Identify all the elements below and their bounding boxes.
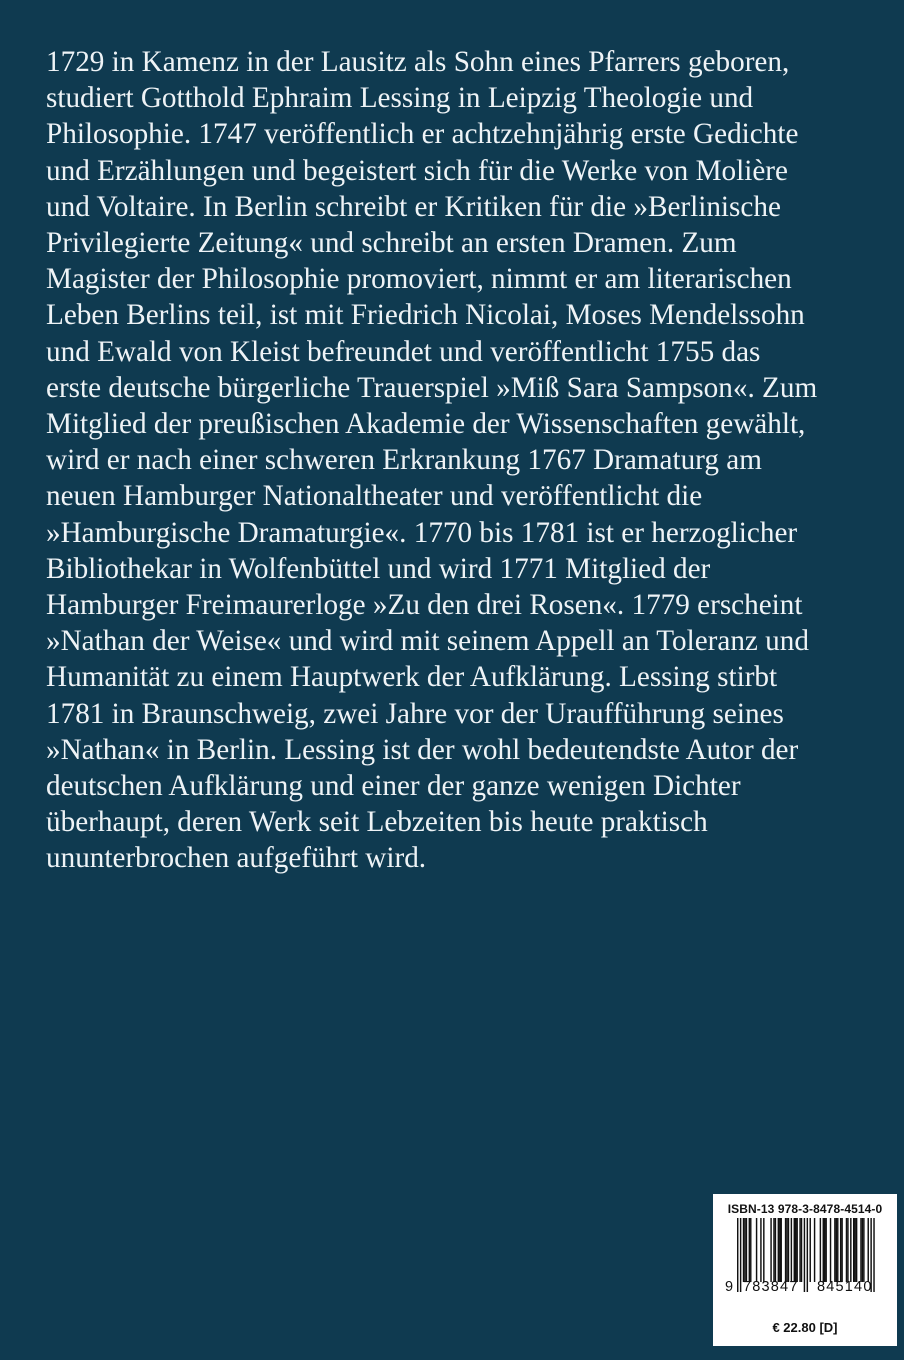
barcode-bar xyxy=(856,1218,857,1282)
isbn-barcode-panel xyxy=(713,1194,897,1346)
price-label: € 22.80 [D] xyxy=(772,1320,838,1335)
barcode-bar xyxy=(807,1218,808,1292)
bio-line: und Ewald von Kleist befreundet und veröffentlicht 1755 das xyxy=(46,335,761,368)
isbn-label: ISBN-13 978-3-8478-4514-0 xyxy=(727,1202,883,1216)
barcode-bar xyxy=(810,1218,811,1282)
barcode-digit-first: 9 xyxy=(725,1279,735,1295)
barcode-bar xyxy=(763,1218,764,1282)
barcode-bar xyxy=(773,1218,774,1282)
barcode-bar xyxy=(791,1218,792,1282)
barcode-bar xyxy=(760,1218,761,1282)
barcode-bar xyxy=(744,1218,745,1282)
barcode-bar xyxy=(860,1218,861,1282)
barcode-digits-left: 783847 xyxy=(743,1279,799,1295)
bio-line: Bibliothekar in Wolfenbüttel und wird 1771 Mitglied der xyxy=(46,552,711,585)
barcode-bar xyxy=(853,1218,854,1282)
bio-line: Humanität zu einem Hauptwerk der Aufklärung. Lessing stirbt xyxy=(46,661,778,694)
bio-line: wird er nach einer schweren Erkrankung 1767 Dramaturg am xyxy=(46,444,762,477)
barcode-bar xyxy=(801,1218,802,1282)
barcode-bar xyxy=(862,1218,863,1282)
bio-line: »Hamburgische Dramaturgie«. 1770 bis 1781 ist er herzoglicher xyxy=(46,516,798,549)
bio-line: ununterbrochen aufgeführt wird. xyxy=(46,842,427,875)
bio-line: Mitglied der preußischen Akademie der Wissenschaften gewählt, xyxy=(46,408,806,441)
barcode-bar xyxy=(750,1218,751,1282)
barcode-digits-right: 845140 xyxy=(817,1279,873,1295)
barcode-bar xyxy=(825,1218,826,1282)
bio-line: »Nathan« in Berlin. Lessing ist der wohl bedeutendste Autor der xyxy=(46,733,799,766)
barcode-bar xyxy=(779,1218,780,1282)
bio-line: überhaupt, deren Werk seit Lebzeiten bis heute praktisch xyxy=(46,806,708,839)
barcode-bar xyxy=(795,1218,796,1282)
barcode-bar xyxy=(846,1218,847,1282)
barcode-bar xyxy=(847,1218,848,1282)
bio-line: erste deutsche bürgerliche Trauerspiel »Miß Sara Sampson«. Zum xyxy=(46,371,818,404)
barcode-bar xyxy=(756,1218,757,1282)
barcode-bar xyxy=(788,1218,789,1282)
bio-line: und Erzählungen und begeistert sich für die Werke von Molière xyxy=(46,154,788,187)
barcode-bar xyxy=(796,1218,797,1282)
barcode-bar xyxy=(785,1218,786,1282)
barcode-bar xyxy=(749,1218,750,1282)
barcode-bar xyxy=(794,1218,795,1282)
barcode-bar xyxy=(737,1218,738,1292)
barcode-bar xyxy=(836,1218,837,1282)
author-biography xyxy=(46,44,876,877)
bio-line: 1729 in Kamenz in der Lausitz als Sohn eines Pfarrers geboren, xyxy=(46,46,790,78)
bio-line: Magister der Philosophie promoviert, nimmt er am literarischen xyxy=(46,263,792,296)
barcode-bar xyxy=(868,1218,869,1282)
barcode-bar xyxy=(841,1218,842,1282)
bio-line: deutschen Aufklärung und einer der ganze wenigen Dichter xyxy=(46,770,741,803)
barcode-bar xyxy=(799,1218,800,1282)
barcode-bar xyxy=(824,1218,825,1282)
bio-line: Privilegierte Zeitung« und schreibt an ersten Dramen. Zum xyxy=(46,227,737,260)
bio-line: Philosophie. 1747 veröffentlich er achtzehnjährig erste Gedichte xyxy=(46,118,799,151)
barcode-bar xyxy=(740,1218,741,1292)
barcode-bar xyxy=(837,1218,838,1282)
barcode-bar xyxy=(746,1218,747,1282)
bio-line: »Nathan der Weise« und wird mit seinem Appell an Toleranz und xyxy=(46,625,809,658)
barcode-bar xyxy=(775,1218,776,1282)
barcode-bar xyxy=(820,1218,821,1282)
barcode-bar xyxy=(834,1218,835,1282)
bio-line: neuen Hamburger Nationaltheater und veröffentlicht die xyxy=(46,480,703,513)
barcode-bar xyxy=(850,1218,851,1282)
barcode-bar xyxy=(778,1218,779,1282)
barcode-bar xyxy=(854,1218,855,1282)
barcode-bar xyxy=(743,1218,744,1282)
bio-line: Leben Berlins teil, ist mit Friedrich Nicolai, Moses Mendelssohn xyxy=(46,299,805,332)
barcode-bar xyxy=(786,1218,787,1282)
bio-line: 1781 in Braunschweig, zwei Jahre vor der Uraufführung seines xyxy=(46,697,784,730)
barcode-bar xyxy=(823,1218,824,1282)
bio-line: und Voltaire. In Berlin schreibt er Kritiken für die »Berlinische xyxy=(46,190,781,223)
bio-line: Hamburger Freimaurerloge »Zu den drei Rosen«. 1779 erscheint xyxy=(46,589,803,622)
bio-line: studiert Gotthold Ephraim Lessing in Leipzig Theologie und xyxy=(46,82,754,115)
barcode-bar xyxy=(804,1218,805,1292)
barcode-bar xyxy=(863,1218,864,1282)
barcode-bar xyxy=(770,1218,771,1282)
barcode-bar xyxy=(873,1218,874,1292)
barcode-bar xyxy=(830,1218,831,1282)
barcode-bars xyxy=(713,1218,897,1318)
barcode-bar xyxy=(814,1218,815,1282)
barcode-bar xyxy=(781,1218,782,1282)
barcode-bar xyxy=(840,1218,841,1282)
